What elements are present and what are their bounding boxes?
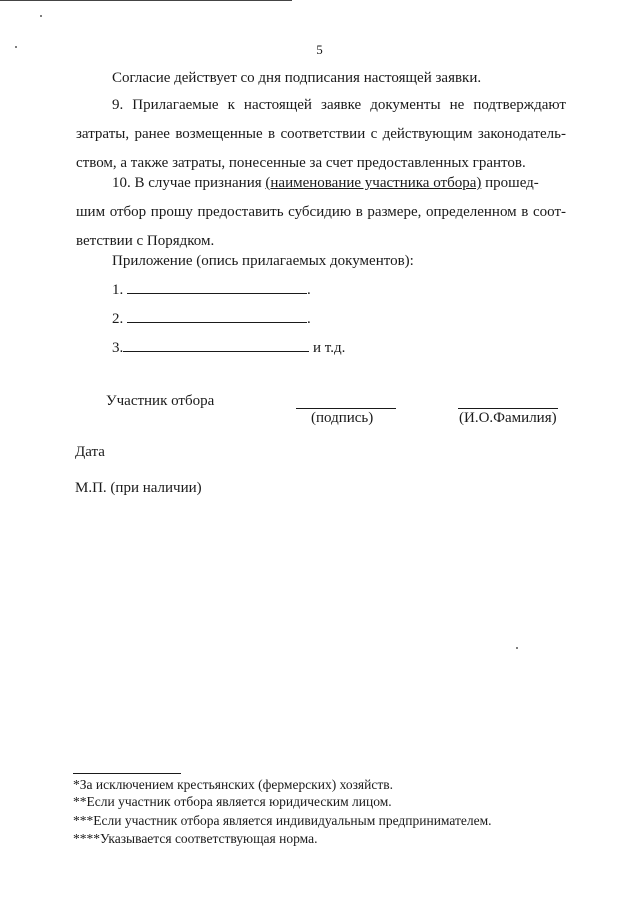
attachment-suffix: . xyxy=(307,311,311,327)
scan-speck xyxy=(516,647,518,649)
footnote-separator xyxy=(73,773,181,774)
paragraph-9-line: ством, а также затраты, понесенные за счет предоставленных грантов. xyxy=(76,155,526,171)
paragraph-9-line: затраты, ранее возмещенные в соответствии с действующим законодатель- xyxy=(76,126,566,142)
date-label: Дата xyxy=(75,444,105,460)
participant-name-placeholder: (наименование участника отбора) xyxy=(265,175,482,191)
footnote: ***Если участник отбора является индивидуальным предпринимателем. xyxy=(73,813,492,828)
paragraph-9 xyxy=(76,91,566,178)
attachment-number: 1. xyxy=(112,282,124,298)
paragraph-10-text: прошед- xyxy=(481,175,539,191)
paragraph-10 xyxy=(76,169,566,256)
paragraph-10-line: ветствии с Порядком. xyxy=(76,233,215,249)
attachment-item xyxy=(76,276,566,305)
page-number: 5 xyxy=(316,42,323,57)
scan-edge-line xyxy=(0,0,292,1)
consent-line: Согласие действует со дня подписания настоящей заявки. xyxy=(112,70,482,86)
paragraph-10-line xyxy=(76,169,566,198)
signature-line xyxy=(296,408,396,409)
attachment-blank-line xyxy=(127,278,307,294)
scan-speck xyxy=(40,15,42,17)
footnote: **Если участник отбора является юридическим лицом. xyxy=(73,794,392,809)
attachment-suffix: . xyxy=(307,282,311,298)
paragraph-10-line: шим отбор прошу предоставить субсидию в размере, определенном в соот- xyxy=(76,204,566,220)
attachment-number: 3. xyxy=(112,340,124,356)
attachment-item xyxy=(76,305,566,334)
attachment-blank-line xyxy=(123,336,309,352)
attachment-suffix: и т.д. xyxy=(309,340,346,356)
footnote: *За исключением крестьянских (фермерских) хозяйств. xyxy=(73,777,393,792)
attachment-item xyxy=(76,334,566,363)
consent-paragraph xyxy=(76,64,566,93)
attachment-blank-line xyxy=(127,307,307,323)
participant-label: Участник отбора xyxy=(106,393,215,409)
paragraph-10-text: 10. В случае признания xyxy=(112,175,266,191)
attachment-number: 2. xyxy=(112,311,124,327)
name-caption: (И.О.Фамилия) xyxy=(459,410,557,426)
name-line xyxy=(458,408,558,409)
footnote: ****Указывается соответствующая норма. xyxy=(73,831,318,846)
stamp-label: М.П. (при наличии) xyxy=(75,480,202,496)
paragraph-9-line: 9. Прилагаемые к настоящей заявке документы не подтверждают xyxy=(112,97,566,113)
attachments-heading: Приложение (опись прилагаемых документов): xyxy=(112,253,414,269)
attachments-list xyxy=(76,247,566,363)
signature-caption: (подпись) xyxy=(311,410,374,426)
